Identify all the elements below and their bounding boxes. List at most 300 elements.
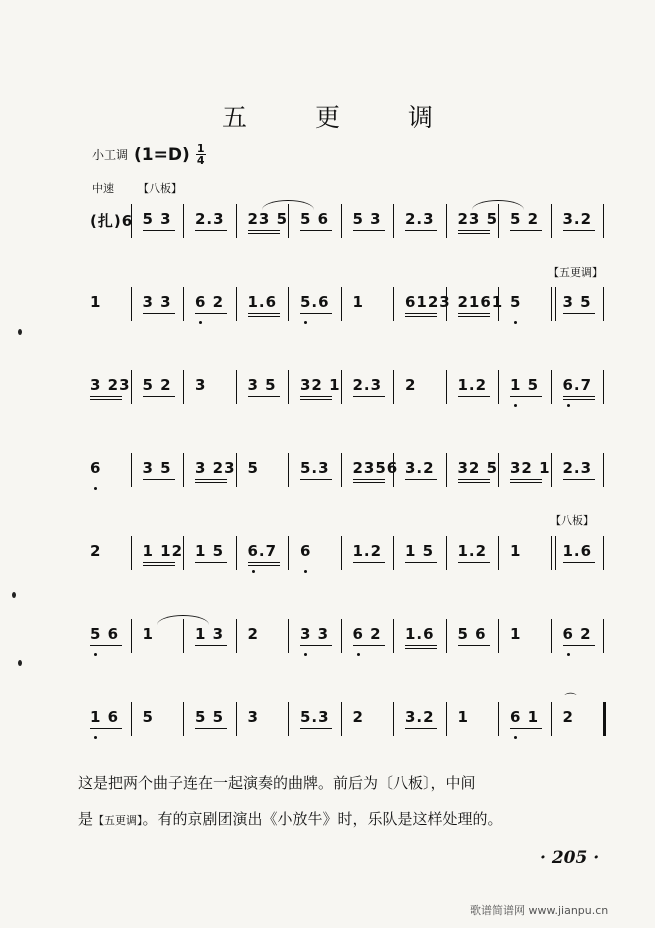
note-group: 1.6 (405, 625, 435, 643)
beam-line (458, 482, 490, 483)
note-group: 3.2 (405, 708, 435, 726)
note-group: 1 (352, 293, 364, 311)
octave-dot (304, 570, 307, 573)
beam-line (458, 313, 490, 314)
bar-line (288, 702, 289, 736)
measure (500, 370, 553, 410)
beam-line (300, 728, 332, 729)
measure (290, 453, 343, 493)
note-group: 5 (247, 459, 259, 477)
bar-line (236, 370, 237, 404)
score-row (80, 536, 615, 576)
measure (448, 453, 501, 493)
note-group: 5 (142, 708, 154, 726)
beam-line (195, 313, 227, 314)
bar-line (603, 702, 606, 736)
octave-dot (199, 321, 202, 324)
note-group: 3 (247, 708, 259, 726)
note-group: (扎)6 (90, 212, 134, 230)
measure (395, 619, 448, 659)
bar-line (288, 536, 289, 570)
bar-line (236, 702, 237, 736)
beam-line (248, 313, 280, 314)
note-group: 6 2 (562, 625, 592, 643)
bar-line (603, 536, 604, 570)
measure (553, 370, 606, 410)
bar-line (341, 287, 342, 321)
note-group: 1 (90, 293, 102, 311)
score-row (80, 453, 615, 493)
beam-line (563, 313, 595, 314)
beam-line (405, 230, 437, 231)
measure (80, 370, 133, 410)
bar-line (498, 370, 499, 404)
measure (185, 453, 238, 493)
bar-line (498, 702, 499, 736)
bar-line (446, 536, 447, 570)
measure (343, 702, 396, 742)
octave-dot (304, 321, 307, 324)
octave-dot (514, 404, 517, 407)
measure (553, 453, 606, 493)
beam-line (405, 645, 437, 646)
note-group: 23 5 (247, 210, 289, 228)
prose-line-2 (78, 808, 503, 829)
note-group: 3 3 (142, 293, 172, 311)
bar-line (341, 619, 342, 653)
bar-line (183, 536, 184, 570)
measure (500, 536, 553, 576)
note-group: 1.6 (562, 542, 593, 560)
score-row (80, 370, 615, 410)
measure (343, 453, 399, 493)
bar-line (551, 370, 552, 404)
note-group: 1 5 (405, 542, 435, 560)
note-group: 1.2 (457, 376, 488, 394)
measure (80, 453, 133, 493)
measure (80, 536, 133, 576)
bar-line (131, 702, 132, 736)
note-group: 2 (247, 625, 259, 643)
bar-line (393, 287, 394, 321)
note-group: 5.3 (300, 708, 330, 726)
measure (290, 204, 343, 244)
bar-line (236, 287, 237, 321)
beam-line (353, 645, 385, 646)
note-group: 3 3 (300, 625, 330, 643)
measure (553, 619, 606, 659)
measure (185, 536, 238, 576)
note-group: 3 23 (90, 376, 131, 394)
measure (238, 204, 291, 244)
note-group: 5 6 (90, 625, 120, 643)
tie-slur (262, 200, 315, 210)
measure (500, 453, 553, 493)
measure (238, 287, 291, 327)
note-group: 1.6 (247, 293, 278, 311)
beam-line (353, 230, 385, 231)
meter-numerator: 1 (196, 142, 205, 155)
measure (343, 204, 396, 244)
bar-line (446, 702, 447, 736)
note-group: 2.3 (195, 210, 225, 228)
measure (395, 702, 448, 742)
beam-line (510, 482, 542, 483)
note-group: 2 (405, 376, 417, 394)
bar-line (131, 453, 132, 487)
bar-line (131, 287, 132, 321)
beam-line (195, 645, 227, 646)
bar-line (498, 453, 499, 487)
bar-line (288, 619, 289, 653)
key-signature (92, 143, 206, 166)
section-mark-baban-2: 【八板】 (550, 514, 594, 527)
beam-line (458, 230, 490, 231)
bar-line (183, 702, 184, 736)
note-group: 5 3 (352, 210, 382, 228)
note-group: 2.3 (405, 210, 435, 228)
note-group: 1.2 (457, 542, 488, 560)
measure (395, 536, 448, 576)
note-group: 2161 (457, 293, 504, 311)
note-group: 3 23 (195, 459, 236, 477)
scan-speck (18, 660, 22, 666)
bar-line (446, 370, 447, 404)
bar-line (236, 453, 237, 487)
note-group: 1 5 (195, 542, 225, 560)
measure (185, 287, 238, 327)
beam-line (300, 230, 332, 231)
bar-line (551, 453, 552, 487)
measure (395, 453, 448, 493)
bar-line (341, 702, 342, 736)
measure (343, 287, 396, 327)
score-row (80, 702, 615, 742)
measure (290, 619, 343, 659)
beam-line (510, 396, 542, 397)
note-group: 1 (457, 708, 469, 726)
prose-section-mark: 【五更调】 (93, 814, 143, 827)
note-group: 3 (195, 376, 207, 394)
beam-line (195, 479, 227, 480)
octave-dot (514, 321, 517, 324)
beam-line (143, 565, 175, 566)
measure (395, 370, 448, 410)
beam-line (563, 399, 595, 400)
section-mark-wugengdiao: 【五更调】 (548, 266, 603, 279)
measure (500, 287, 553, 327)
beam-line (300, 399, 332, 400)
measure (185, 204, 238, 244)
bar-line (446, 287, 447, 321)
bar-line (288, 370, 289, 404)
beam-line (90, 399, 122, 400)
time-signature (196, 143, 206, 166)
measure (448, 619, 501, 659)
note-group: 1 (510, 542, 522, 560)
beam-line (405, 313, 437, 314)
measure (185, 619, 238, 659)
octave-dot (357, 653, 360, 656)
beam-line (90, 728, 122, 729)
note-group: 6 (90, 459, 102, 477)
measure (395, 204, 448, 244)
scan-speck (12, 592, 16, 598)
score-row (80, 287, 615, 327)
octave-dot (567, 404, 570, 407)
beam-line (248, 316, 280, 317)
measure (80, 287, 133, 327)
tempo-mark: 中速 (92, 182, 114, 195)
bar-line (551, 702, 552, 736)
beam-line (248, 396, 280, 397)
note-group: 2.3 (352, 376, 383, 394)
page-number: · 205 · (540, 848, 600, 868)
bar-line (551, 619, 552, 653)
note-group: 6.7 (562, 376, 593, 394)
mode-label: 小工调 (92, 148, 129, 162)
note-group: 2356 (352, 459, 399, 477)
bar-line (603, 204, 604, 238)
note-group: 3 5 (562, 293, 592, 311)
measure (290, 702, 343, 742)
measure (290, 287, 343, 327)
beam-line (563, 396, 595, 397)
measure (500, 619, 553, 659)
note-group: 23 5 (457, 210, 499, 228)
beam-line (353, 396, 385, 397)
measure (290, 370, 343, 410)
note-group: 2.3 (562, 459, 593, 477)
measure (448, 536, 501, 576)
bar-line (131, 536, 132, 570)
beam-line (353, 562, 385, 563)
measure (343, 619, 396, 659)
measure (133, 536, 186, 576)
note-group: 32 1 (510, 459, 551, 477)
note-group: 1 3 (195, 625, 225, 643)
note-group: 2 (562, 708, 574, 726)
beam-line (405, 728, 437, 729)
bar-line (183, 453, 184, 487)
note-group: 3 5 (247, 376, 277, 394)
bar-line (288, 287, 289, 321)
bar-line (393, 702, 394, 736)
measure (395, 287, 451, 327)
note-group: 3 5 (142, 459, 172, 477)
note-group: 2 (352, 708, 364, 726)
page-title: 五 更 调 (222, 103, 463, 132)
bar-line (236, 536, 237, 570)
bar-line (183, 370, 184, 404)
beam-line (458, 396, 490, 397)
bar-line (131, 370, 132, 404)
measure (553, 536, 606, 576)
note-group: 2 (90, 542, 102, 560)
beam-line (143, 479, 175, 480)
note-group: 5.3 (300, 459, 330, 477)
bar-line (603, 370, 604, 404)
beam-line (353, 479, 385, 480)
measure (553, 204, 606, 244)
bar-line (446, 619, 447, 653)
bar-line (393, 204, 394, 238)
note-group: 1 6 (90, 708, 120, 726)
beam-line (143, 562, 175, 563)
measure (553, 702, 606, 742)
note-group: 32 1 (300, 376, 341, 394)
bar-line (341, 453, 342, 487)
beam-line (300, 645, 332, 646)
measure (448, 702, 501, 742)
section-mark-baban: 【八板】 (138, 182, 182, 195)
key-label: (1=D) (134, 144, 190, 165)
beam-line (195, 482, 227, 483)
octave-dot (252, 570, 255, 573)
measure (238, 536, 291, 576)
bar-line (498, 536, 499, 570)
measure (553, 287, 606, 327)
octave-dot (304, 653, 307, 656)
beam-line (458, 316, 490, 317)
beam-line (563, 645, 595, 646)
beam-line (300, 479, 332, 480)
bar-line (341, 204, 342, 238)
note-group: 5.6 (300, 293, 330, 311)
note-group: 6 2 (352, 625, 382, 643)
bar-line (183, 287, 184, 321)
measure (133, 287, 186, 327)
octave-dot (514, 736, 517, 739)
beam-line (195, 728, 227, 729)
beam-line (90, 396, 122, 397)
bar-line (341, 536, 342, 570)
measure (80, 204, 133, 244)
measure (448, 287, 504, 327)
fermata-icon: ⌒ (564, 692, 577, 706)
bar-line (446, 204, 447, 238)
beam-line (143, 396, 175, 397)
beam-line (510, 479, 542, 480)
bar-line (131, 619, 132, 653)
measure (238, 702, 291, 742)
beam-line (195, 230, 227, 231)
bar-line (236, 204, 237, 238)
note-group: 6 2 (195, 293, 225, 311)
bar-line (393, 536, 394, 570)
note-group: 3.2 (405, 459, 435, 477)
beam-line (405, 648, 437, 649)
beam-line (248, 233, 280, 234)
prose-text: 。有的京剧团演出《小放牛》时，乐队是这样处理的。 (142, 810, 503, 828)
note-group: 6.7 (247, 542, 278, 560)
bar-line (603, 453, 604, 487)
note-group: 1 (510, 625, 522, 643)
note-group: 1 (142, 625, 154, 643)
bar-line (393, 453, 394, 487)
beam-line (405, 479, 437, 480)
measure (238, 370, 291, 410)
prose-line-1: 这是把两个曲子连在一起演奏的曲牌。前后为〔八板〕，中间 (78, 774, 476, 792)
beam-line (300, 313, 332, 314)
measure (500, 204, 553, 244)
octave-dot (94, 653, 97, 656)
beam-line (300, 396, 332, 397)
beam-line (143, 313, 175, 314)
tie-slur (472, 200, 525, 210)
beam-line (563, 479, 595, 480)
octave-dot (94, 487, 97, 490)
measure (133, 370, 186, 410)
bar-line (393, 370, 394, 404)
beam-line (510, 230, 542, 231)
note-group: 6 (300, 542, 312, 560)
scan-speck (18, 329, 22, 335)
note-group: 5 2 (142, 376, 172, 394)
bar-line (603, 287, 604, 321)
tie-slur (157, 615, 210, 625)
bar-line (498, 287, 499, 321)
note-group: 5 5 (195, 708, 225, 726)
beam-line (248, 565, 280, 566)
measure (290, 536, 343, 576)
note-group: 32 5 (457, 459, 499, 477)
measure (133, 702, 186, 742)
beam-line (458, 645, 490, 646)
bar-line (446, 453, 447, 487)
beam-line (195, 562, 227, 563)
beam-line (458, 562, 490, 563)
octave-dot (94, 736, 97, 739)
measure (343, 370, 396, 410)
measure (343, 536, 396, 576)
measure (80, 619, 133, 659)
measure (133, 619, 186, 659)
bar-line (183, 204, 184, 238)
score-row (80, 204, 615, 244)
measure (185, 702, 238, 742)
score-row (80, 619, 615, 659)
measure (185, 370, 238, 410)
beam-line (458, 479, 490, 480)
measure (238, 619, 291, 659)
note-group: 6 1 (510, 708, 540, 726)
note-group: 1 5 (510, 376, 540, 394)
note-group: 5 2 (510, 210, 540, 228)
measure (448, 370, 501, 410)
beam-line (405, 562, 437, 563)
beam-line (563, 230, 595, 231)
bar-line (341, 370, 342, 404)
measure (133, 204, 186, 244)
measure (133, 453, 186, 493)
bar-line (393, 619, 394, 653)
note-group: 1.2 (352, 542, 383, 560)
bar-line (131, 204, 132, 238)
beam-line (248, 230, 280, 231)
beam-line (248, 562, 280, 563)
bar-line (551, 204, 552, 238)
note-group: 5 3 (142, 210, 172, 228)
octave-dot (567, 653, 570, 656)
note-group: 5 6 (457, 625, 487, 643)
note-group: 1 12 (142, 542, 184, 560)
measure (448, 204, 501, 244)
measure (238, 453, 291, 493)
bar-line (288, 453, 289, 487)
note-group: 6123 (405, 293, 451, 311)
bar-line (603, 619, 604, 653)
